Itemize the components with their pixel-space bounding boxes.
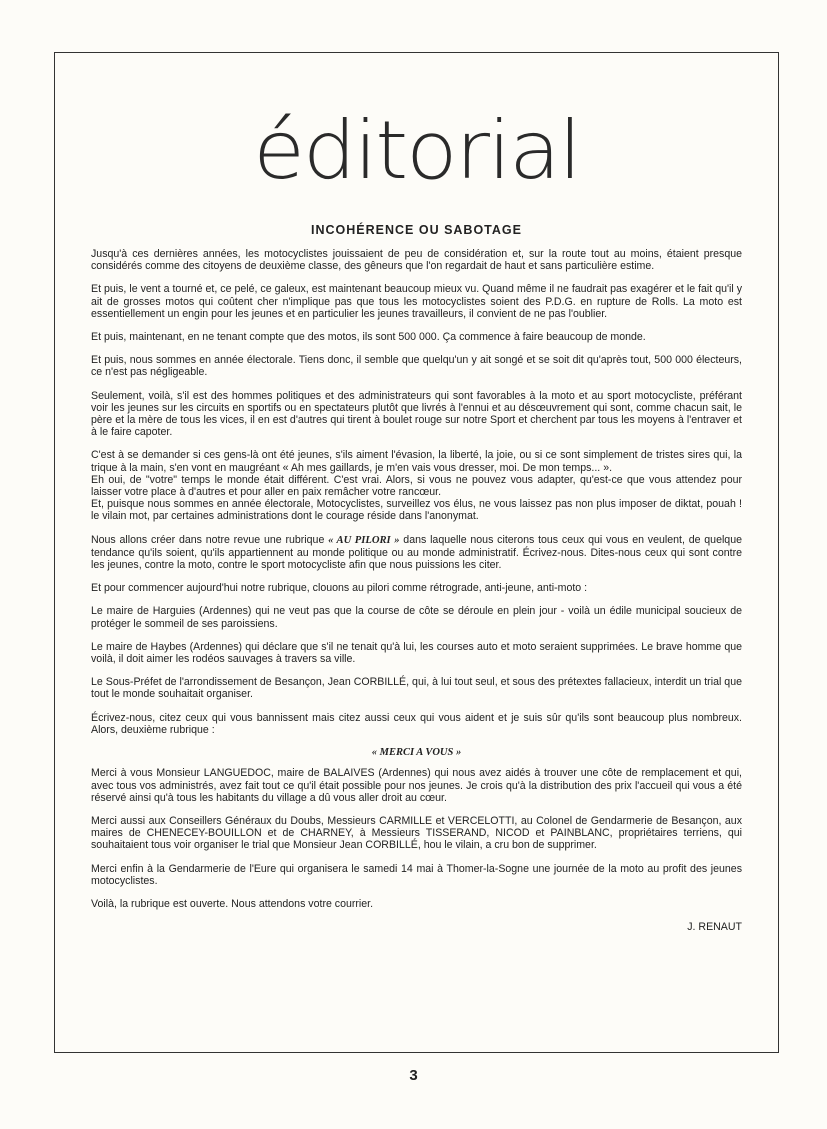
paragraph: Merci aussi aux Conseillers Généraux du Doubs, Messieurs CARMILLE et VERCELOTTI, au Colonel de Gendarmerie de Besançon, aux maires de CHENECEY-BOUILLON et de CHARNEY, à Messieurs TISSERAND, NICOD et PAINBLANC, propriétaires terriens, qui souhaitaient tous voir organiser le trial que Monsieur Jean CORBILLÉ, hou le vilain, a cru bon de supprimer. bbox=[91, 814, 742, 852]
paragraph: Jusqu'à ces dernières années, les motocyclistes jouissaient de peu de considération et, sur la route tout au moins, étaient presque considérés comme des citoyens de deuxième classe, des gêneurs que l'on regardait de haut et sans particulière estime. bbox=[91, 248, 742, 273]
paragraph: Et pour commencer aujourd'hui notre rubrique, clouons au pilori comme rétrograde, anti-jeune, anti-moto : bbox=[91, 582, 588, 595]
paragraph: Et puis, le vent a tourné et, ce pelé, ce galeux, est maintenant beaucoup mieux vu. Quand même il ne faudrait pas exagérer et le fait qu'il y ait de grosses motos qui coûtent cher n'implique pas que tous les motocyclistes soient des P.D.G. en rupture de Rolls. La moto est essentiellement un engin pour les jeunes et en particulier les jeunes travailleurs, il convient de ne pas l'oublier. bbox=[91, 283, 742, 320]
editorial-headline: INCOHÉRENCE OU SABOTAGE bbox=[311, 223, 522, 237]
page-number: 3 bbox=[409, 1067, 418, 1084]
paragraph: Écrivez-nous, citez ceux qui vous bannissent mais citez aussi ceux qui vous aident et je suis sûr qu'ils sont beaucoup plus nombreux. Alors, deuxième rubrique : bbox=[91, 711, 742, 736]
paragraph: Et, puisque nous sommes en année électorale, Motocyclistes, surveillez vos élus, ne vous laissez pas non plus imposer de diktat, pouah ! le vilain mot, par certaines administrations dont le courage réside dans l'anonymat. bbox=[91, 498, 742, 523]
paragraph: Seulement, voilà, s'il est des hommes politiques et des administrateurs qui sont favorables à la moto et au sport motocycliste, préférant voir les jeunes sur les circuits en sportifs ou en spectateurs plutôt que livrés à l'ennui et au désœuvrement qui sont, comme chacun sait, le père et la mère de tous les vices, il en est d'autres qui tirent à boulet rouge sur notre Sport et cherchent par tous les moyens à l'entraver et à le faire capoter. bbox=[91, 389, 742, 439]
paragraph bbox=[91, 534, 742, 572]
paragraph: Le maire de Haybes (Ardennes) qui déclare que s'il ne tenait qu'à lui, les courses auto et moto seraient supprimées. Le brave homme que voilà, il doit aimer les rodéos sauvages à travers sa ville. bbox=[91, 640, 742, 666]
paragraph: Le Sous-Préfet de l'arrondissement de Besançon, Jean CORBILLÉ, qui, à lui tout seul, et sous des prétextes fallacieux, interdit un trial que tout le monde souhaitait organiser. bbox=[91, 676, 742, 701]
paragraph: Et puis, nous sommes en année électorale. Tiens donc, il semble que quelqu'un y ait songé et se soit dit qu'après tout, 500 000 électeurs, ce n'est pas négligeable. bbox=[91, 354, 742, 379]
paragraph-text: dans laquelle nous citerons tous ceux qui vous en veulent, de quelque tendance qu'ils soient, qu'ils appartiennent au monde politique ou au monde administratif. Écrivez-nous. Dites-nous ceux qui sont contre les jeunes, contre la moto, contre le sport motocycliste afin que nous puissions les citer. bbox=[91, 533, 742, 572]
paragraph-text: Nous allons créer dans notre revue une rubrique bbox=[91, 533, 329, 546]
paragraph: Et puis, maintenant, en ne tenant compte que des motos, ils sont 500 000. Ça commence à faire beaucoup de monde. bbox=[91, 331, 646, 344]
paragraph: Merci enfin à la Gendarmerie de l'Eure qui organisera le samedi 14 mai à Thomer-la-Sogne une journée de la moto au profit des jeunes motocyclistes. bbox=[91, 862, 742, 887]
rubric-name-au-pilori: « AU PILORI » bbox=[328, 534, 400, 546]
paragraph: Le maire de Harguies (Ardennes) qui ne veut pas que la course de côte se déroule en plein jour - voilà un édile municipal soucieux de protéger le sommeil de ses paroissiens. bbox=[91, 605, 742, 630]
author-signature: J. RENAUT bbox=[687, 921, 742, 934]
paragraph: C'est à se demander si ces gens-là ont été jeunes, s'ils aiment l'évasion, la liberté, la joie, ou si ce sont simplement de tristes sires qui, la trique à la main, s'en vont en maugréant « Ah mes gaillards, je m'en vais vous dresser, moi. De mon temps... ». bbox=[91, 449, 742, 474]
article-body bbox=[91, 248, 742, 933]
paragraph: Voilà, la rubrique est ouverte. Nous attendons votre courrier. bbox=[91, 897, 374, 910]
rubric-heading-merci: « MERCI A VOUS » bbox=[371, 747, 462, 759]
paragraph: Merci à vous Monsieur LANGUEDOC, maire de BALAIVES (Ardennes) qui nous avez aidés à trouver une côte de remplacement et qui, avec tous vos administrés, avez fait tout ce qu'il était possible pour nos jeunes. Je crois qu'à la distribution des prix l'accueil qui vous a été réservé ainsi qu'à tous les habitants du village a dû vous aller droit au cœur. bbox=[91, 767, 742, 804]
masthead-title: éditorial bbox=[253, 104, 580, 197]
paragraph: Eh oui, de "votre" temps le monde était différent. C'est vrai. Alors, si vous ne pouvez vous adapter, qu'est-ce que vous attendez pour laisser votre place à d'autres et pour aller en paix remâcher votre rancœur. bbox=[91, 473, 742, 499]
page-frame bbox=[54, 52, 779, 1053]
